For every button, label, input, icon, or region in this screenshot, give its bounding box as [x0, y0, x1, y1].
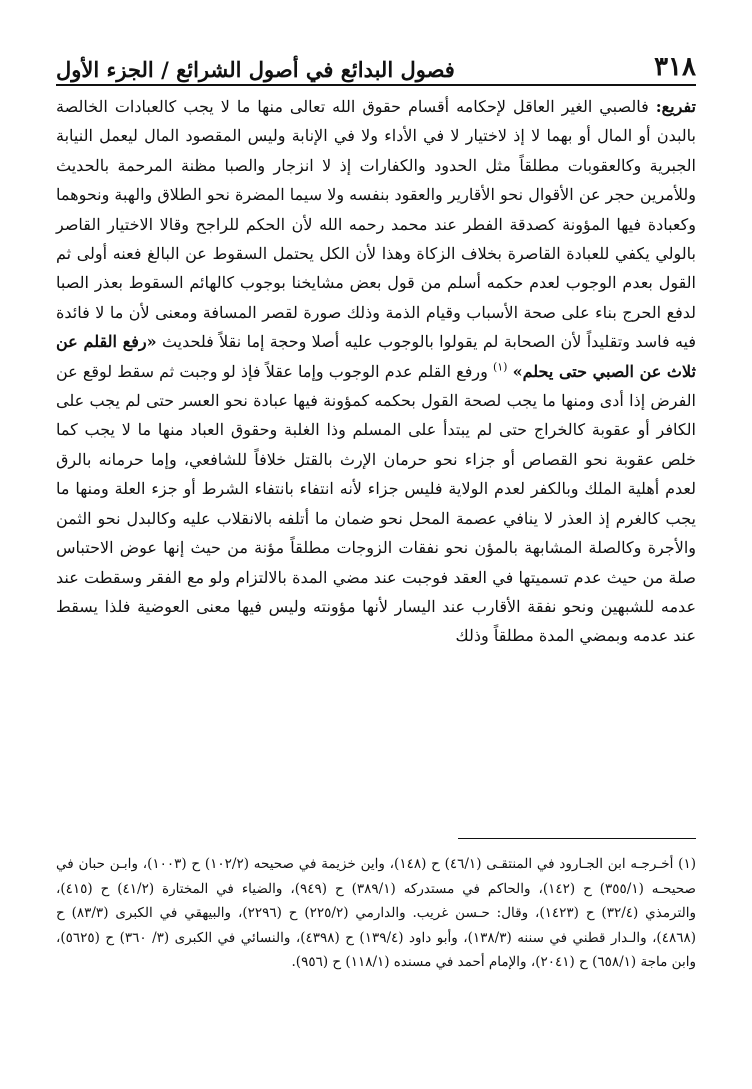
body-text-part-2: ورفع القلم عدم الوجوب وإما عقلاً فإذ لو وجبت ثم سقط لوقع عن الفرض إذا أدى ومنها ما يجب لصحة القول بحكمه كمؤونة فيها عبادة نحو العسر حتى لم يجب على الكافر أو عقوبة كالخراج حتى لم يبتدأ على المسلم وذا الغلبة وحقوق العباد منها ما لا يجب كما خلص عقوبة نحو القصاص أو جزاء نحو حرمان الإرث بالقتل خلافاً للشافعي، وإما حرمانه بالرق لعدم أهلية الملك وبالكفر لعدم الولاية فليس جزاء لأنه انتفاء بانتفاء الشرط أو جزء العلة ومنها ما يجب كالغرم إذ العذر لا ينافي عصمة المحل نحو ضمان ما أتلفه بالانقلاب عليه وكالبدل نحو الثمن والأجرة وكالصلة المشابهة بالمؤن نحو نفقات الزوجات مطلقاً مؤنة من حيث إنها عوض الاحتباس صلة من حيث عدم تسميتها في العقد فوجبت عند مضي المدة بالالتزام ولو مع الفقر وسقطت عند عدمه للشبهين ونحو نفقة الأقارب عند اليسار لأنها مؤونته وليس فيها معنى العوضية فلذا يسقط عند عدمه وبمضي المدة مطلقاً وذلك — [56, 361, 697, 646]
hadith-quote: «رفع القلم عن ثلاث عن الصبي حتى يحلم» — [56, 332, 696, 381]
page-number: ٣١٨ — [654, 52, 696, 82]
footnotes — [56, 852, 696, 1052]
footnote-reference: (١) — [492, 360, 508, 374]
body-text-part-1: فالصبي الغير العاقل لإحكامه أقسام حقوق الله تعالى منها ما لا يجب كالعبادات الخالصة بالبدن أو المال أو بهما لا إذ لاختيار لا في الأداء ولا في الإنابة وليس المقصود المال ليعمل النيابة الجبرية وكالعقوبات مطلقاً مثل الحدود والكفارات إذ لا انزجار والصبا مظنة المرحمة بالحديث وللأمرين حجر عن الأقوال نحو الأقارير والعقود بنفسه ولا سيما المضرة نحو الطلاق والهبة ونحوهما وكعبادة فيها المؤونة كصدقة الفطر عند محمد رحمه الله لأن الحكم للراجح وقالا الاختيار القاصر بالولي يكفي للعبادة القاصرة بخلاف الزكاة وهذا لأن الكل يحتمل السقوط عن البالغ فعنه أولى ثم القول بعدم الوجوب لعدم حكمه أسلم من قول بعض مشايخنا بوجوب كالهائم السقوط بعذر الصبا لدفع الحرج بناء على صحة الأسباب وقيام الذمة وذلك صورة لقصر المسافة ومعنى لأن ما لا فائدة فيه فاسد وتقليداً لأن الصحابة لم يقولوا بالوجوب عليه أصلا وحجة إما نقلاً فلحديث — [56, 97, 697, 352]
running-header — [56, 40, 696, 86]
footnote-1: (١) أخـرجـه ابن الجـارود في المنتقـى (٤٦/١) ح (١٤٨)، واين خزيمة في صحيحه (١٠٢/٢) ح (١٠٠٣)، وابـن حبان في صحيحـه (٣٥٥/١) ح (١٤٢)، والحاكم في مستدركه (٣٨٩/١) ح (٩٤٩)، والضياء في المختارة (٤١/٢) ح (٤١٥)، والترمذي (٣٢/٤) ح (١٤٢٣)، وقال: حـسن غريب. والدارمي (٢٢٥/٢) ح (٢٢٩٦)، والبيهقي في الكبرى (٨٣/٣) ح (٤٨٦٨)، والـدار قطني في سننه (١٣٨/٣)، وأبو داود (١٣٩/٤) ح (٤٣٩٨)، والنسائي في الكبرى (٣/ ٣٦٠) ح (٥٦٢٥)، وابن ماجة (٦٥٨/١) ح (٢٠٤١)، والإمام أحمد في مسنده (١١٨/١) ح (٩٥٦). — [56, 856, 696, 970]
section-lead-term: تفريع: — [655, 97, 696, 116]
main-text — [56, 92, 696, 812]
body-paragraph — [56, 92, 696, 651]
running-title: فصول البدائع في أصول الشرائع / الجزء الأول — [56, 57, 455, 82]
footnote-divider — [458, 838, 696, 839]
